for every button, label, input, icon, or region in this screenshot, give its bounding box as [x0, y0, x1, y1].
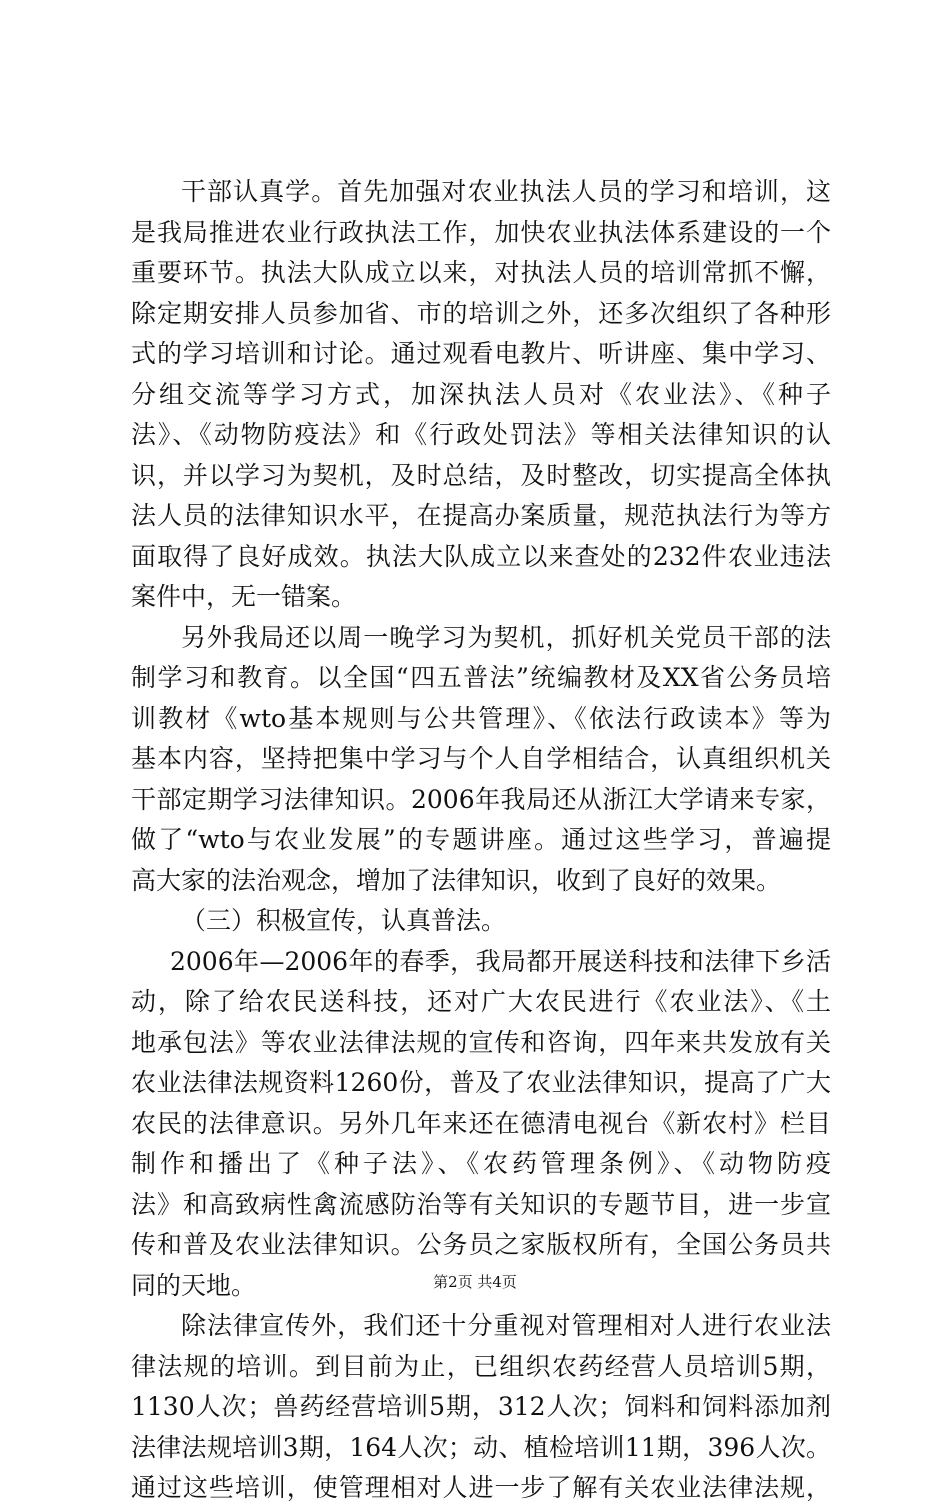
paragraph-line: 除定期安排人员参加省、市的培训之外，还多次组织了各种形	[131, 298, 831, 328]
paragraph-line: 面取得了良好成效。执法大队成立以来查处的232件农业违法	[131, 541, 831, 571]
paragraph-line: 农民的法律意识。另外几年来还在德清电视台《新农村》栏目	[131, 1108, 831, 1138]
paragraph-line: 除法律宣传外，我们还十分重视对管理相对人进行农业法	[181, 1311, 831, 1340]
section-heading: （三）积极宣传，认真普法。	[181, 906, 507, 935]
paragraph-line: 干部定期学习法律知识。2006年我局还从浙江大学请来专家，	[131, 784, 831, 814]
paragraph-line: 识，并以学习为契机，及时总结，及时整改，切实提高全体执	[131, 460, 831, 490]
paragraph-line: 动，除了给农民送科技，还对广大农民进行《农业法》、《土	[131, 987, 831, 1016]
paragraph-line: 高大家的法治观念，增加了法律知识，收到了良好的效果。	[131, 865, 782, 895]
paragraph-line: 法》、《动物防疫法》和《行政处罚法》等相关法律知识的认	[131, 420, 831, 449]
paragraph-line: 1130人次；兽药经营培训5期，312人次；饲料和饲料添加剂	[131, 1392, 831, 1421]
paragraph-line: 农业法律法规资料1260份，普及了农业法律知识，提高了广大	[131, 1068, 831, 1097]
paragraph-line: 案件中，无一错案。	[131, 582, 357, 611]
paragraph-line: 做了“wto与农业发展”的专题讲座。通过这些学习，普遍提	[131, 825, 831, 854]
paragraph-line: 基本内容，坚持把集中学习与个人自学相结合，认真组织机关	[131, 744, 831, 773]
paragraph-line: 法律法规培训3期，164人次；动、植检培训11期，396人次。	[131, 1432, 831, 1462]
paragraph-line: 是我局推进农业行政执法工作，加快农业执法体系建设的一个	[131, 217, 831, 247]
paragraph-line: 式的学习培训和讨论。通过观看电教片、听讲座、集中学习、	[131, 339, 831, 368]
paragraph-line: 通过这些培训，使管理相对人进一步了解有关农业法律法规，	[131, 1473, 831, 1502]
paragraph-line: 传和普及农业法律知识。公务员之家版权所有，全国公务员共	[131, 1230, 831, 1259]
paragraph-line: 法人员的法律知识水平，在提高办案质量，规范执法行为等方	[131, 501, 831, 530]
paragraph-line: 地承包法》等农业法律法规的宣传和咨询，四年来共发放有关	[131, 1027, 831, 1057]
paragraph-line: 干部认真学。首先加强对农业执法人员的学习和培训，这	[181, 177, 831, 206]
paragraph-line: 2006年—2006年的春季，我局都开展送科技和法律下乡活	[170, 946, 831, 976]
paragraph-line: 律法规的培训。到目前为止，已组织农药经营人员培训5期，	[131, 1351, 831, 1381]
paragraph-line: 制学习和教育。以全国“四五普法”统编教材及XX省公务员培	[131, 663, 831, 692]
page-footer: 第2页 共4页	[433, 1273, 517, 1291]
paragraph-line: 同的天地。	[131, 1270, 257, 1300]
paragraph-line: 重要环节。执法大队成立以来，对执法人员的培训常抓不懈，	[131, 258, 831, 287]
paragraph-line: 制作和播出了《种子法》、《农药管理条例》、《动物防疫	[131, 1149, 831, 1178]
paragraph-line: 法》和高致病性禽流感防治等有关知识的专题节目，进一步宣	[131, 1189, 831, 1219]
paragraph-line: 分组交流等学习方式，加深执法人员对《农业法》、《种子	[131, 379, 831, 409]
paragraph-line: 另外我局还以周一晚学习为契机，抓好机关党员干部的法	[181, 622, 831, 652]
paragraph-line: 训教材《wto基本规则与公共管理》、《依法行政读本》等为	[131, 703, 831, 733]
